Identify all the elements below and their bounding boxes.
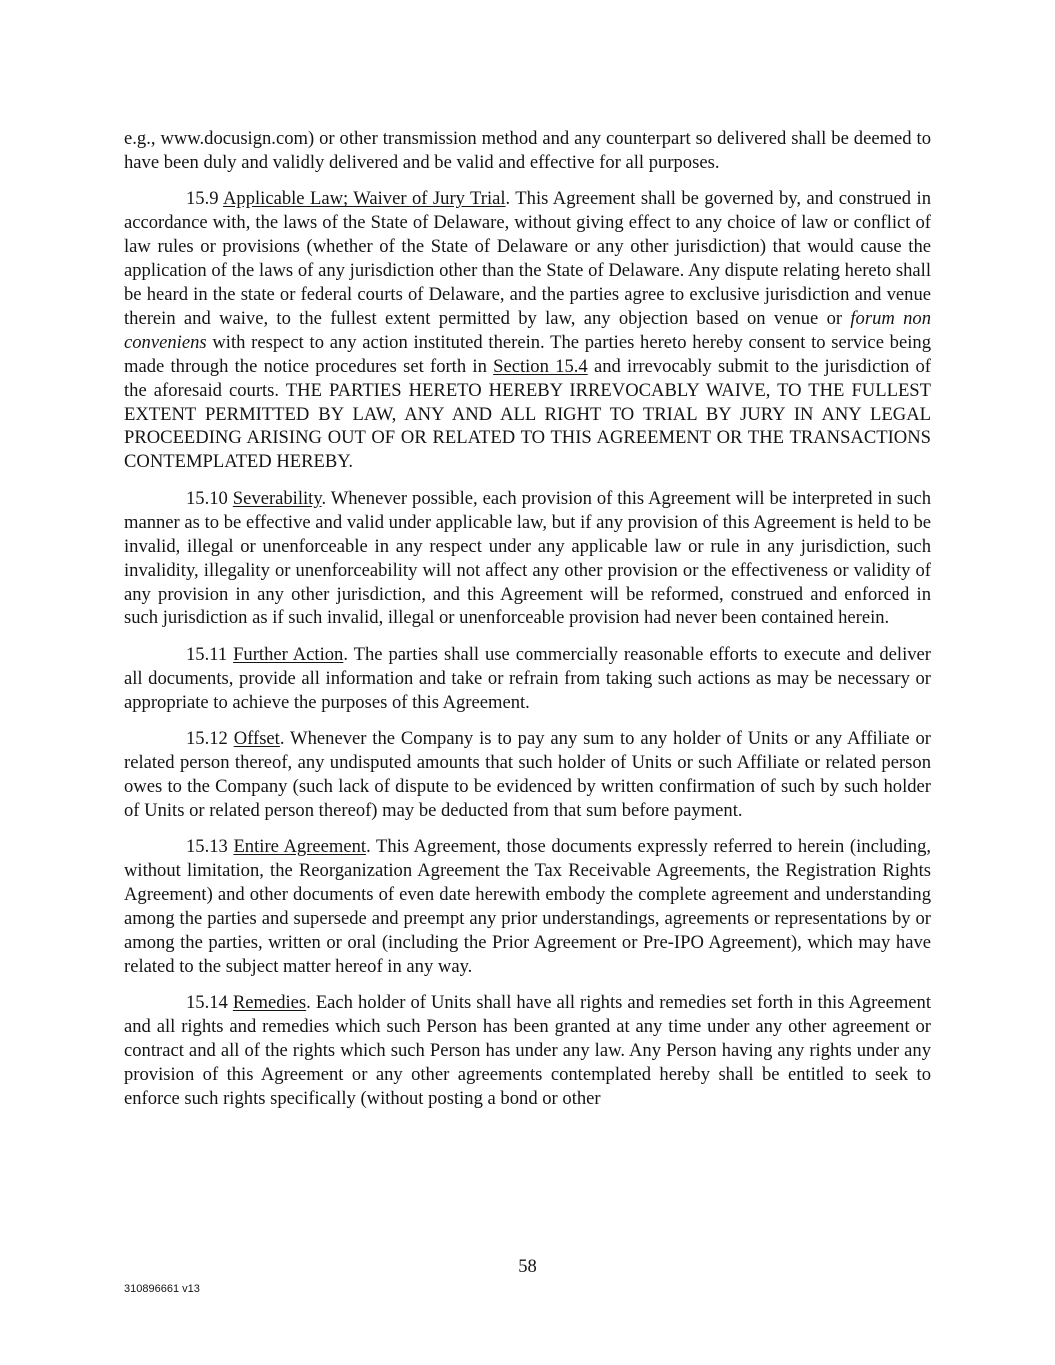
paragraph-text: 15.10 [186, 487, 233, 509]
section-heading: Remedies [232, 992, 307, 1014]
paragraph-text: 15.11 [186, 643, 234, 665]
paragraph-text: . This Agreement shall be governed by, and construed in accordance with, the laws of the State of Delaware, without giving effect to any choice of law or conflict of law rules or provisions (whether of the State of Delaware or any other jurisdiction) that would cause the application of the laws of any jurisdiction other than the State of Delaware. Any dispute relating hereto shall be heard in the state or federal courts of Delaware, and the parties agree to exclusive jurisdiction and venue therein and waive, to the fullest extent permitted by law, any objection based on venue or [124, 188, 931, 329]
italic-term: forum non conveniens [124, 307, 931, 353]
section-heading: Offset [233, 728, 280, 750]
section-15-10 [124, 487, 931, 630]
section-heading: Further Action [233, 643, 344, 665]
paragraph-text: with respect to any action instituted therein. The parties hereto hereby consent to service being made through the notice procedures set forth in [124, 331, 931, 377]
paragraph-text: . This Agreement, those documents expressly referred to herein (including, without limitation, the Reorganization Agreement the Tax Receivable Agreements, the Registration Rights Agreement) and other documents of even date herewith embody the complete agreement and understanding among the parties and supersede and preempt any prior understandings, agreements or representations by or among the parties, written or oral (including the Prior Agreement or Pre-IPO Agreement), which may have related to the subject matter hereof in any way. [124, 836, 932, 977]
section-15-12 [124, 727, 931, 823]
document-body [124, 127, 931, 1124]
paragraph-text: . Whenever possible, each provision of this Agreement will be interpreted in such manner as to be effective and valid under applicable law, but if any provision of this Agreement is held to be invalid, illegal or unenforceable in any respect under any applicable law or rule in any jurisdiction, such invalidity, illegality or unenforceability will not affect any other provision or the effectiveness or validity of any provision in any other jurisdiction, and this Agreement will be reformed, construed and enforced in such jurisdiction as if such invalid, illegal or unenforceable provision had never been contained herein. [124, 487, 932, 629]
section-heading: Section 15.4 [493, 355, 588, 377]
paragraph-continuation [124, 127, 931, 175]
paragraph-text: 15.9 [186, 188, 223, 210]
section-heading: Entire Agreement [233, 836, 367, 858]
page-number: 58 [518, 1256, 537, 1277]
paragraph-text: 15.13 [186, 836, 234, 858]
paragraph-text: 15.14 [186, 992, 233, 1014]
paragraph-text: and irrevocably submit to the jurisdiction of the aforesaid courts. THE PARTIES HERETO HEREBY IRREVOCABLY WAIVE, TO THE FULLEST EXTENT PERMITTED BY LAW, ANY AND ALL RIGHT TO TRIAL BY JURY IN ANY LEGAL PROCEEDING ARISING OUT OF OR RELATED TO THIS AGREEMENT OR THE TRANSACTIONS CONTEMPLATED HEREBY. [124, 355, 931, 473]
paragraph-text: . The parties shall use commercially reasonable efforts to execute and deliver all documents, provide all information and take or refrain from taking such actions as may be necessary or appropriate to achieve the purposes of this Agreement. [124, 643, 932, 713]
section-15-11 [124, 643, 931, 715]
paragraph-text: 15.12 [186, 728, 234, 750]
section-heading: Applicable Law; Waiver of Jury Trial [222, 188, 506, 210]
document-id: 310896661 v13 [124, 1283, 200, 1295]
section-15-9 [124, 187, 931, 474]
section-heading: Severability [232, 487, 322, 509]
paragraph-text: e.g., www.docusign.com) or other transmission method and any counterpart so delivered shall be deemed to have been duly and validly delivered and be valid and effective for all purposes. [124, 128, 931, 173]
paragraph-text: . Whenever the Company is to pay any sum to any holder of Units or any Affiliate or related person thereof, any undisputed amounts that such holder of Units or such Affiliate or related person owes to the Company (such lack of dispute to be evidenced by written confirmation of such by such holder of Units or related person thereof) may be deducted from that sum before payment. [124, 728, 932, 821]
paragraph-text: . Each holder of Units shall have all rights and remedies set forth in this Agreement and all rights and remedies which such Person has been granted at any time under any other agreement or contract and all of the rights which such Person has under any law. Any Person having any rights under any provision of this Agreement or any other agreements contemplated hereby shall be entitled to seek to enforce such rights specifically (without posting a bond or other [124, 992, 932, 1110]
section-15-14 [124, 991, 931, 1111]
section-15-13 [124, 835, 931, 978]
